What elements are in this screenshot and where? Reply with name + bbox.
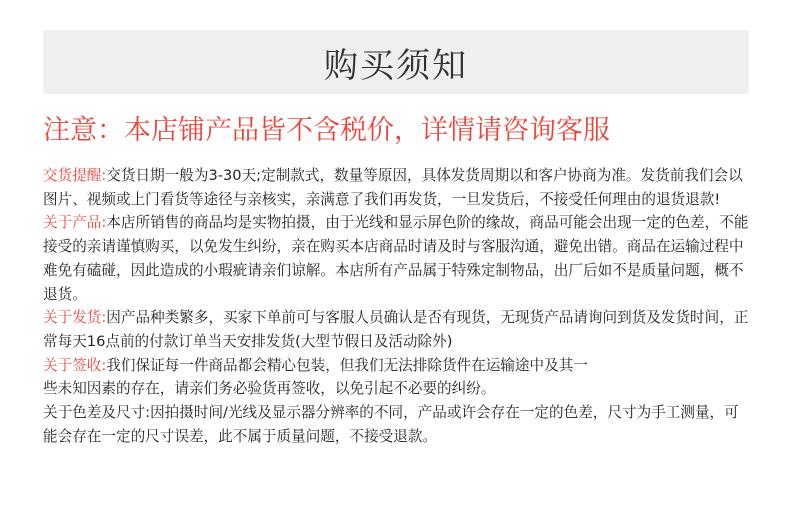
delivery-reminder-text: 交货日期一般为3-30天;定制款式，数量等原因，具体发货周期以和客户协商为准。发货前我们会以图片、视频或上门看货等途径与亲核实，亲满意了我们再发货，一旦发货后，不接受任何理由的退货退款!: [43, 167, 743, 208]
about-signing-section: [43, 354, 753, 378]
about-product-section: [43, 211, 753, 306]
purchase-terms: [43, 164, 753, 448]
about-product-label: 关于产品:: [43, 214, 107, 232]
about-shipping-label: 关于发货:: [43, 309, 107, 327]
about-signing-label: 关于签收:: [43, 356, 107, 374]
delivery-reminder-section: [43, 164, 753, 211]
about-product-text: 本店所销售的商品均是实物拍摄，由于光线和显示屏色阶的缘故，商品可能会出现一定的色差，不能接受的亲请谨慎购买，以免发生纠纷，亲在购买本店商品时请及时与客服沟通，避免出错。商品在运输过程中难免有磕碰，因此造成的小瑕疵请亲们谅解。本店所有产品属于特殊定制物品，出厂后如不是质量问题，概不退货。: [43, 214, 749, 303]
color-size-section: [43, 401, 753, 448]
about-signing-continued: 些未知因素的存在，请亲们务必验货再签收，以免引起不必要的纠纷。: [43, 380, 496, 398]
about-shipping-text: 因产品种类繁多，买家下单前可与客服人员确认是否有现货，无现货产品请询问到货及发货时间，正常每天16点前的付款订单当天安排发货(大型节假日及活动除外): [43, 309, 749, 350]
tax-notice: 注意：本店铺产品皆不含税价，详情请咨询客服: [43, 115, 610, 146]
page-title: 购买须知: [324, 45, 468, 86]
delivery-reminder-label: 交货提醒:: [43, 167, 107, 184]
color-size-text: 因拍摄时间/光线及显示器分辨率的不同，产品或许会存在一定的色差，尺寸为手工测量，可能会存在一定的尺寸误差，此不属于质量问题，不接受退款。: [43, 404, 739, 445]
about-signing-text: 我们保证每一件商品都会精心包装，但我们无法排除货件在运输途中及其一: [106, 356, 588, 374]
about-shipping-section: [43, 306, 753, 353]
color-size-label: 关于色差及尺寸:: [43, 404, 151, 422]
header-banner: [43, 30, 749, 94]
